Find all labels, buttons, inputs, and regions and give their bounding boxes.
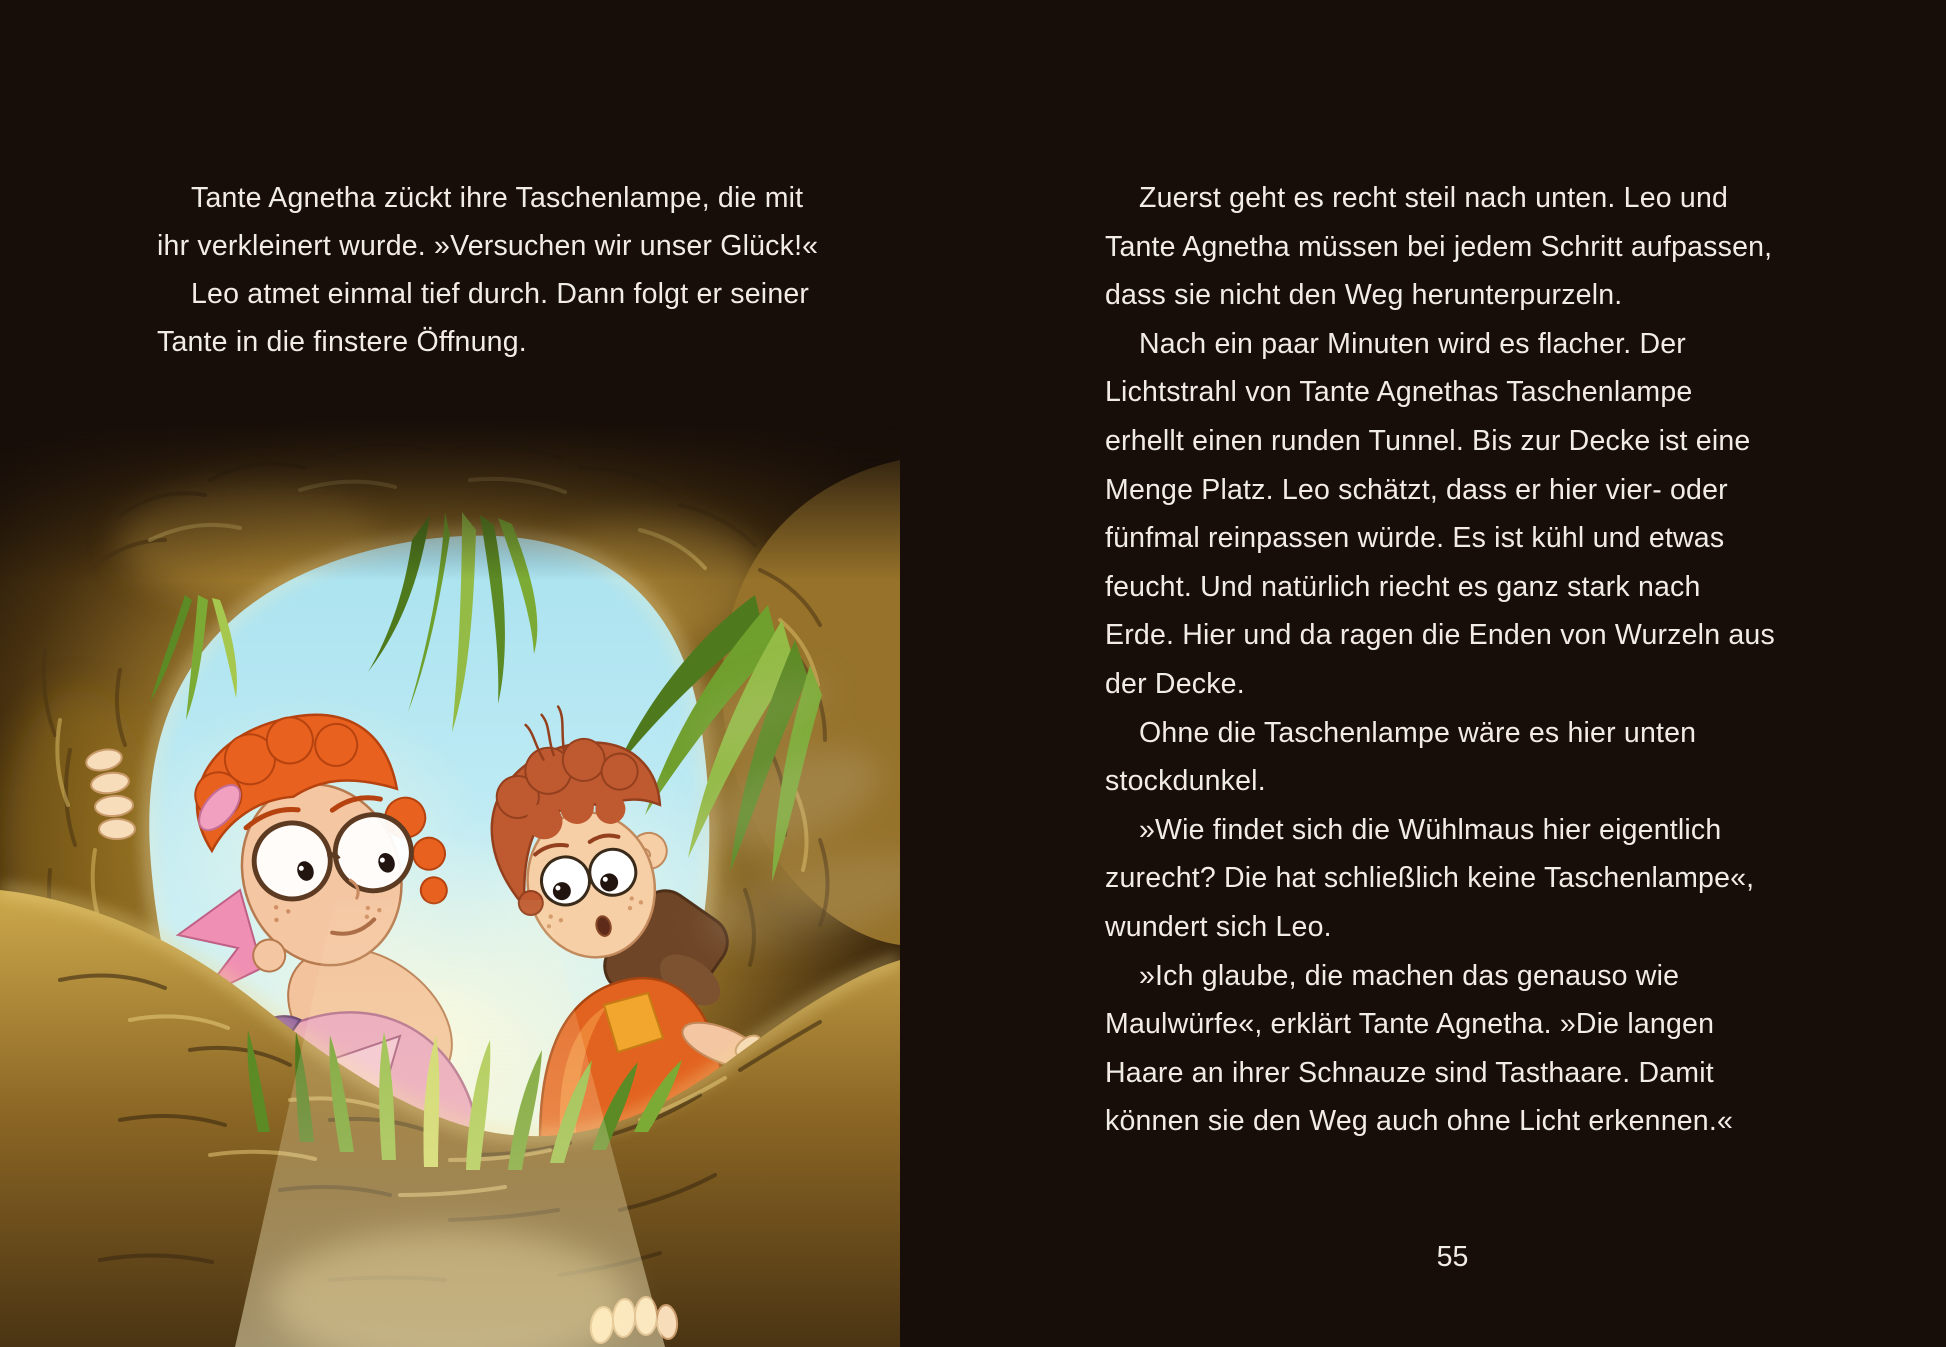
text-line: Nach ein paar Minuten wird es flacher. Der [1139, 327, 1686, 360]
text-line: stockdunkel. [1105, 765, 1266, 798]
text-line: feucht. Und natürlich riecht es ganz stark nach [1105, 570, 1701, 603]
text-line: der Decke. [1105, 667, 1245, 700]
text-line: Menge Platz. Leo schätzt, dass er hier vier- oder [1105, 473, 1728, 506]
burrow-illustration [0, 420, 900, 1347]
text-line: zurecht? Die hat schließlich keine Taschenlampe«, [1105, 862, 1755, 895]
text-line: Haare an ihrer Schnauze sind Tasthaare. Damit [1105, 1056, 1714, 1089]
text-line: Leo atmet einmal tief durch. Dann folgt er seiner [191, 278, 810, 310]
text-line: ihr verkleinert wurde. »Versuchen wir unser Glück!« [157, 230, 819, 262]
text-line: Ohne die Taschenlampe wäre es hier unten [1139, 716, 1697, 749]
page-number: 55 [1436, 1241, 1469, 1273]
text-line: Tante Agnetha müssen bei jedem Schritt aufpassen, [1105, 230, 1773, 263]
text-line: Erde. Hier und da ragen die Enden von Wurzeln aus [1105, 619, 1775, 652]
text-line: Maulwürfe«, erklärt Tante Agnetha. »Die langen [1105, 1008, 1715, 1041]
text-line: »Wie findet sich die Wühlmaus hier eigentlich [1139, 813, 1722, 846]
text-line: Tante Agnetha zückt ihre Taschenlampe, die mit [191, 182, 804, 214]
text-line: Lichtstrahl von Tante Agnethas Taschenlampe [1105, 376, 1693, 409]
text-line: können sie den Weg auch ohne Licht erkennen.« [1105, 1105, 1734, 1138]
text-line: wundert sich Leo. [1105, 910, 1332, 943]
text-line: Tante in die finstere Öffnung. [157, 326, 527, 358]
text-line: Zuerst geht es recht steil nach unten. Leo und [1139, 182, 1729, 214]
left-page-text [157, 174, 857, 366]
right-page-text [1105, 174, 1800, 1146]
text-line: »Ich glaube, die machen das genauso wie [1139, 959, 1680, 992]
text-line: dass sie nicht den Weg herunterpurzeln. [1105, 279, 1623, 312]
text-line: erhellt einen runden Tunnel. Bis zur Decke ist eine [1105, 424, 1751, 457]
text-line: fünfmal reinpassen würde. Es ist kühl und etwas [1105, 522, 1725, 555]
